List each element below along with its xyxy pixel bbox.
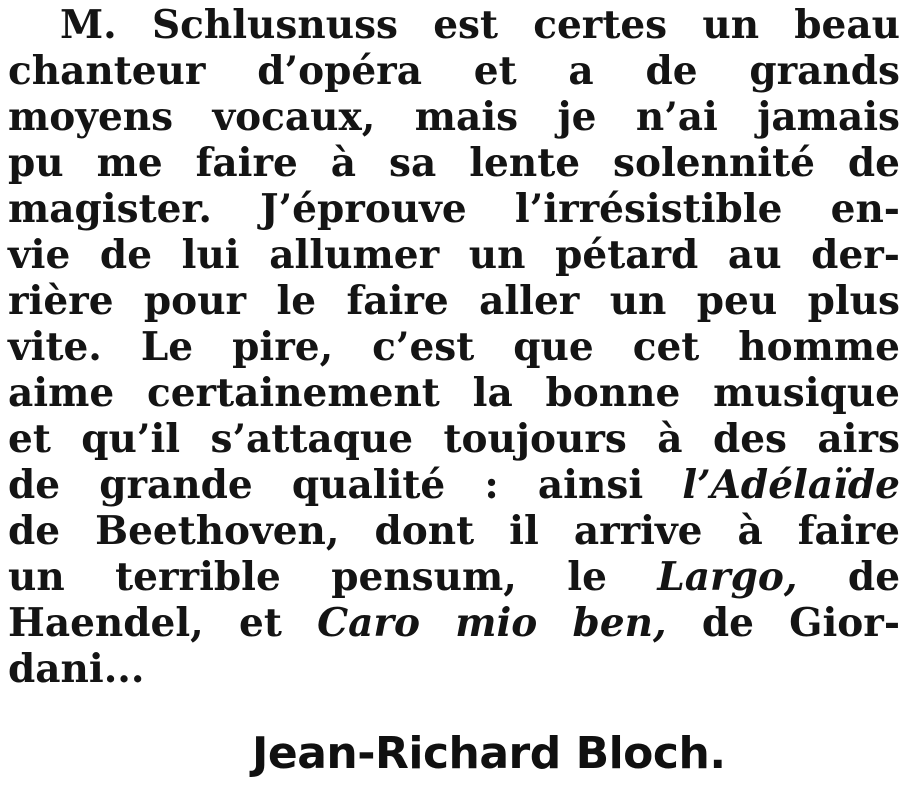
- text-line: un terrible pensum, le Largo, de: [8, 554, 901, 600]
- text-line: vite. Le pire, c’est que cet homme: [8, 324, 900, 370]
- text-line: aime certainement la bonne musique: [8, 370, 900, 416]
- text-line: de Beethoven, dont il arrive à faire: [8, 508, 900, 554]
- text-line: vie de lui allumer un pétard au der-: [8, 232, 900, 278]
- article-body: [8, 2, 900, 692]
- text-line: rière pour le faire aller un peu plus: [8, 278, 900, 324]
- text-line: pu me faire à sa lente solennité de: [8, 140, 900, 186]
- text-line: et qu’il s’attaque toujours à des airs: [8, 416, 900, 462]
- italic-title: l’Adélaïde: [682, 462, 900, 508]
- author-signature: Jean-Richard Bloch.: [252, 728, 726, 779]
- text-line: dani...: [8, 646, 145, 692]
- italic-title: Largo,: [657, 554, 798, 600]
- text-line: Haendel, et Caro mio ben, de Gior-: [8, 600, 901, 646]
- italic-title: Caro mio ben,: [317, 600, 667, 646]
- text-line: M. Schlusnuss est certes un beau: [60, 2, 900, 48]
- text-line: magister. J’éprouve l’irrésistible en-: [8, 186, 900, 232]
- text-line: chanteur d’opéra et a de grands: [8, 48, 900, 94]
- text-line: de grande qualité : ainsi l’Adélaïde: [8, 462, 900, 508]
- text-line: moyens vocaux, mais je n’ai jamais: [8, 94, 900, 140]
